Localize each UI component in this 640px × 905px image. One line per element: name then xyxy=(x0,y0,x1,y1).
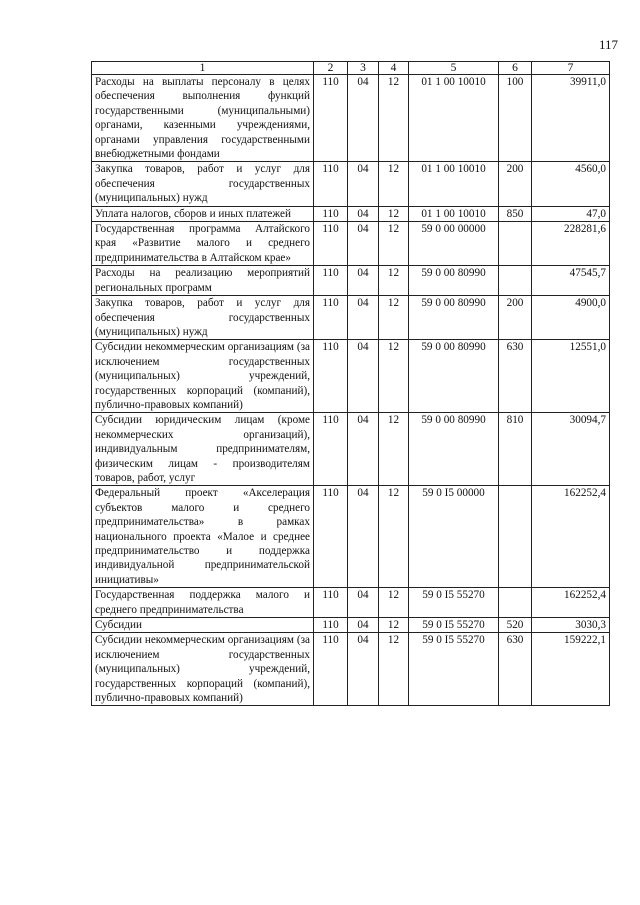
table-row xyxy=(92,413,610,486)
row-amount: 3030,3 xyxy=(532,618,610,633)
row-name: Расходы на выплаты персоналу в целях обеспечения выполнения функций государственными (муниципальными) органами, казенными учреждениями, органами управления государственными внебюджетными фондами xyxy=(92,75,314,162)
row-target-code: 59 0 00 80990 xyxy=(409,266,499,296)
row-name: Закупка товаров, работ и услуг для обеспечения государственных (муниципальных) нужд xyxy=(92,296,314,340)
row-name: Расходы на реализацию мероприятий региональных программ xyxy=(92,266,314,296)
header-col-6: 6 xyxy=(499,62,532,75)
row-name: Уплата налогов, сборов и иных платежей xyxy=(92,206,314,221)
row-amount: 30094,7 xyxy=(532,413,610,486)
row-subsection-code: 12 xyxy=(379,162,409,206)
row-section-code: 04 xyxy=(348,222,379,266)
row-target-code: 59 0 I5 55270 xyxy=(409,618,499,633)
row-ministry-code: 110 xyxy=(314,486,348,588)
row-name: Субсидии некоммерческим организациям (за исключением государственных (муниципальных) учреждений, государственных корпораций (компаний), публично-правовых компаний) xyxy=(92,340,314,413)
row-ministry-code: 110 xyxy=(314,206,348,221)
row-section-code: 04 xyxy=(348,75,379,162)
page-number: 117 xyxy=(598,37,618,52)
row-expense-type: 200 xyxy=(499,296,532,340)
row-target-code: 59 0 00 80990 xyxy=(409,296,499,340)
row-section-code: 04 xyxy=(348,633,379,706)
row-target-code: 59 0 00 80990 xyxy=(409,413,499,486)
row-expense-type xyxy=(499,588,532,618)
row-name: Субсидии некоммерческим организациям (за исключением государственных (муниципальных) учреждений, государственных корпораций (компаний), публично-правовых компаний) xyxy=(92,633,314,706)
row-ministry-code: 110 xyxy=(314,75,348,162)
row-target-code: 59 0 I5 55270 xyxy=(409,588,499,618)
row-ministry-code: 110 xyxy=(314,266,348,296)
table-row xyxy=(92,340,610,413)
header-col-4: 4 xyxy=(379,62,409,75)
row-subsection-code: 12 xyxy=(379,75,409,162)
header-col-1: 1 xyxy=(92,62,314,75)
row-expense-type: 850 xyxy=(499,206,532,221)
row-target-code: 59 0 00 00000 xyxy=(409,222,499,266)
row-name: Закупка товаров, работ и услуг для обеспечения государственных (муниципальных) нужд xyxy=(92,162,314,206)
row-section-code: 04 xyxy=(348,588,379,618)
row-section-code: 04 xyxy=(348,618,379,633)
row-amount: 47545,7 xyxy=(532,266,610,296)
row-target-code: 01 1 00 10010 xyxy=(409,162,499,206)
row-target-code: 01 1 00 10010 xyxy=(409,206,499,221)
row-name: Государственная поддержка малого и среднего предпринимательства xyxy=(92,588,314,618)
row-ministry-code: 110 xyxy=(314,633,348,706)
row-subsection-code: 12 xyxy=(379,296,409,340)
row-ministry-code: 110 xyxy=(314,222,348,266)
row-section-code: 04 xyxy=(348,162,379,206)
table-body xyxy=(92,75,610,706)
row-expense-type xyxy=(499,266,532,296)
row-amount: 228281,6 xyxy=(532,222,610,266)
row-section-code: 04 xyxy=(348,296,379,340)
row-section-code: 04 xyxy=(348,340,379,413)
row-ministry-code: 110 xyxy=(314,340,348,413)
row-expense-type: 630 xyxy=(499,633,532,706)
row-ministry-code: 110 xyxy=(314,162,348,206)
row-subsection-code: 12 xyxy=(379,222,409,266)
header-col-7: 7 xyxy=(532,62,610,75)
header-row xyxy=(92,62,610,75)
table-row xyxy=(92,75,610,162)
row-expense-type: 810 xyxy=(499,413,532,486)
row-amount: 159222,1 xyxy=(532,633,610,706)
table-row xyxy=(92,206,610,221)
row-ministry-code: 110 xyxy=(314,413,348,486)
table-row xyxy=(92,588,610,618)
table-row xyxy=(92,296,610,340)
row-subsection-code: 12 xyxy=(379,413,409,486)
row-amount: 47,0 xyxy=(532,206,610,221)
row-ministry-code: 110 xyxy=(314,588,348,618)
row-name: Федеральный проект «Акселерация субъектов малого и среднего предпринимательства» в рамках национального проекта «Малое и среднее предпринимательство и поддержка индивидуальной предпринимательской инициативы» xyxy=(92,486,314,588)
header-col-3: 3 xyxy=(348,62,379,75)
row-expense-type xyxy=(499,486,532,588)
budget-table xyxy=(91,61,610,706)
row-subsection-code: 12 xyxy=(379,588,409,618)
row-section-code: 04 xyxy=(348,413,379,486)
row-ministry-code: 110 xyxy=(314,618,348,633)
row-subsection-code: 12 xyxy=(379,486,409,588)
row-target-code: 59 0 I5 55270 xyxy=(409,633,499,706)
row-expense-type: 200 xyxy=(499,162,532,206)
row-target-code: 59 0 00 80990 xyxy=(409,340,499,413)
row-name: Государственная программа Алтайского края «Развитие малого и среднего предпринимательства в Алтайском крае» xyxy=(92,222,314,266)
row-target-code: 01 1 00 10010 xyxy=(409,75,499,162)
table-row xyxy=(92,633,610,706)
row-name: Субсидии юридическим лицам (кроме некоммерческих организаций), индивидуальным предпринимателям, физическим лицам - производителям товаров, работ, услуг xyxy=(92,413,314,486)
table-header xyxy=(92,62,610,75)
table-row xyxy=(92,222,610,266)
row-expense-type: 630 xyxy=(499,340,532,413)
row-amount: 12551,0 xyxy=(532,340,610,413)
row-section-code: 04 xyxy=(348,266,379,296)
table-row xyxy=(92,162,610,206)
row-amount: 162252,4 xyxy=(532,486,610,588)
table-row xyxy=(92,266,610,296)
row-target-code: 59 0 I5 00000 xyxy=(409,486,499,588)
row-subsection-code: 12 xyxy=(379,618,409,633)
table-row xyxy=(92,618,610,633)
row-expense-type xyxy=(499,222,532,266)
row-expense-type: 520 xyxy=(499,618,532,633)
header-col-2: 2 xyxy=(314,62,348,75)
row-subsection-code: 12 xyxy=(379,266,409,296)
row-subsection-code: 12 xyxy=(379,206,409,221)
row-subsection-code: 12 xyxy=(379,340,409,413)
header-col-5: 5 xyxy=(409,62,499,75)
row-subsection-code: 12 xyxy=(379,633,409,706)
row-amount: 39911,0 xyxy=(532,75,610,162)
row-section-code: 04 xyxy=(348,206,379,221)
row-amount: 4900,0 xyxy=(532,296,610,340)
row-expense-type: 100 xyxy=(499,75,532,162)
row-amount: 162252,4 xyxy=(532,588,610,618)
row-section-code: 04 xyxy=(348,486,379,588)
row-ministry-code: 110 xyxy=(314,296,348,340)
row-name: Субсидии xyxy=(92,618,314,633)
table-row xyxy=(92,486,610,588)
row-amount: 4560,0 xyxy=(532,162,610,206)
